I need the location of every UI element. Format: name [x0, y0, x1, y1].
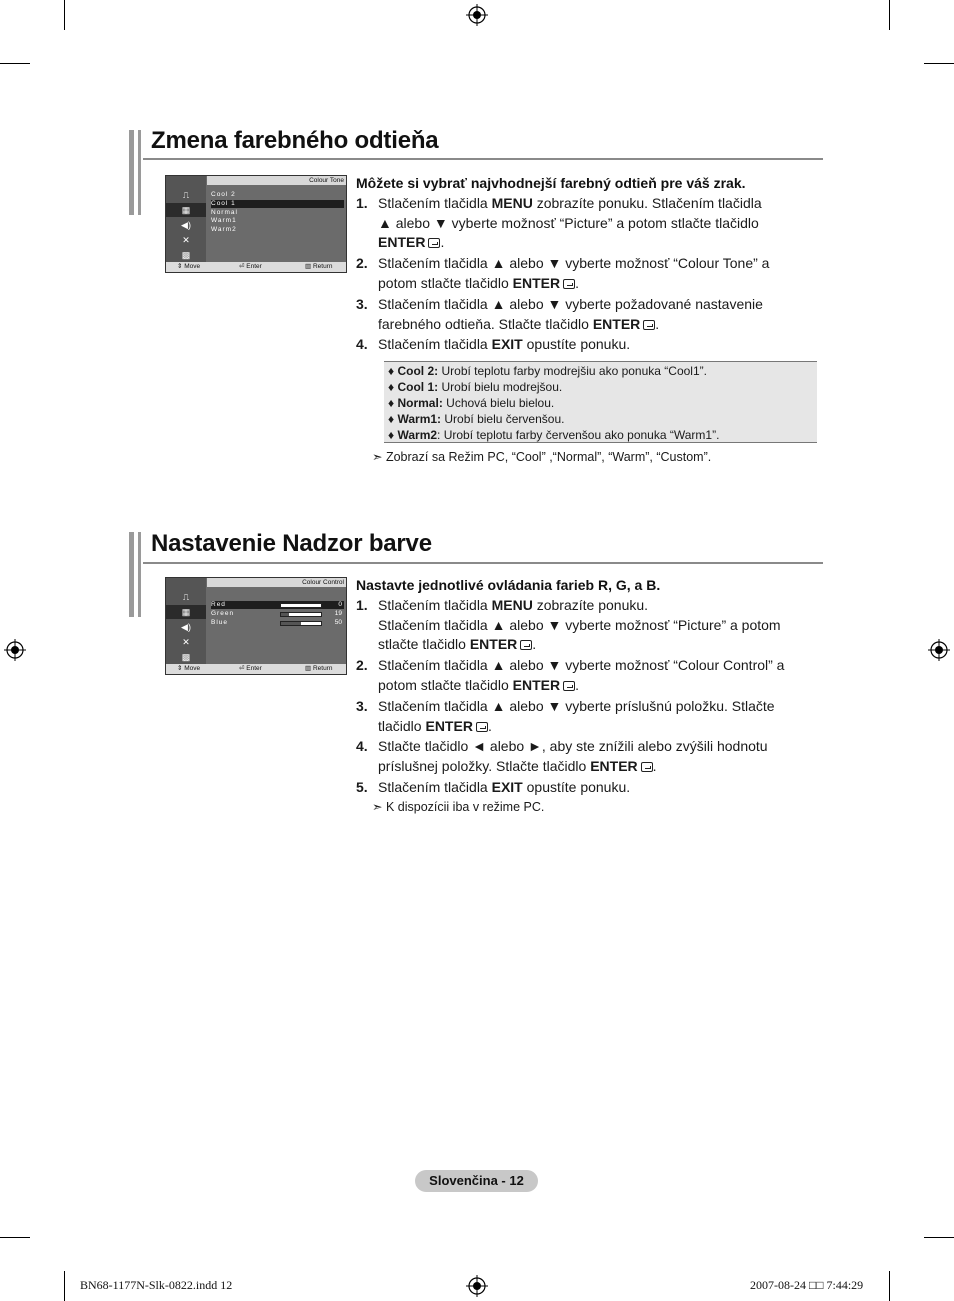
colour-control-menu	[165, 577, 347, 675]
enter-icon	[428, 238, 440, 248]
pc-mode-note: ➣ K dispozícii iba v režime PC.	[372, 800, 545, 814]
registration-mark-icon	[4, 639, 26, 661]
step-number: 2.	[356, 255, 368, 271]
menu-item-selected: Red	[211, 601, 344, 609]
move-hint: ⇕ Move	[177, 665, 201, 672]
enter-hint: ⏎ Enter	[239, 665, 262, 672]
level-fill	[281, 622, 301, 625]
arrow-icon: ➣	[372, 450, 383, 464]
red-level-bar	[280, 603, 322, 608]
enter-icon	[641, 762, 653, 772]
section-lead: Môžete si vybrať najvhodnejší farebný odtieň pre váš zrak.	[356, 175, 746, 191]
step-number: 1.	[356, 597, 368, 613]
step-2: 2. Stlačením tlačidla ▲ alebo ▼ vyberte možnosť “Colour Control” a potom stlačte tlačidlo ENTER .	[356, 657, 785, 693]
note-warm1: ♦ Warm1: Urobí bielu červenšou.	[388, 412, 565, 426]
enter-icon	[643, 320, 655, 330]
enter-hint: ⏎ Enter	[239, 263, 262, 270]
section-rule	[143, 158, 823, 160]
menu-item-selected: Cool 1	[211, 200, 344, 208]
section-rule	[143, 562, 823, 564]
setup-icon: ▩	[181, 250, 191, 260]
crop-mark	[0, 1237, 30, 1238]
note-normal: ♦ Normal: Uchová bielu bielou.	[388, 396, 555, 410]
sound-icon: ◀)	[181, 220, 191, 230]
menu-sidebar	[166, 578, 206, 664]
registration-mark-icon	[466, 4, 488, 26]
menu-item: Cool 2	[211, 191, 236, 198]
step-number: 4.	[356, 336, 368, 352]
section-title: Nastavenie Nadzor barve	[151, 530, 432, 557]
input-icon: ⎍	[182, 592, 190, 602]
note-cool2: ♦ Cool 2: Urobí teplotu farby modrejšiu ako ponuka “Cool1”.	[388, 364, 707, 378]
step-1: 1. Stlačením tlačidla MENU zobrazíte ponuku. Stlačením tlačidla ▲ alebo ▼ vyberte možnosť “Picture” a potom stlačte tlačidlo ENTER .	[356, 597, 781, 652]
return-hint: ▥ Return	[305, 263, 333, 270]
step-3: 3. Stlačením tlačidla ▲ alebo ▼ vyberte požadované nastavenie farebného odtieňa. Stlačte tlačidlo ENTER .	[356, 296, 763, 332]
menu-sidebar	[166, 176, 206, 262]
step-number: 3.	[356, 698, 368, 714]
green-value: 19	[334, 610, 342, 617]
pc-mode-note: ➣ Zobrazí sa Režim PC, “Cool” ,“Normal”, “Warm”, “Custom”.	[372, 450, 712, 464]
blue-level-bar	[280, 621, 322, 626]
input-icon: ⎍	[182, 190, 190, 200]
menu-item: Warm1	[211, 217, 237, 224]
step-number: 5.	[356, 779, 368, 795]
section-bar	[129, 532, 134, 617]
enter-icon	[476, 722, 488, 732]
page-label: Slovenčina - 12	[415, 1170, 538, 1192]
section-bar	[138, 532, 141, 617]
crop-mark	[924, 63, 954, 64]
step-1: 1. Stlačením tlačidla MENU zobrazíte ponuku. Stlačením tlačidla ▲ alebo ▼ vyberte možnosť “Picture” a potom stlačte tlačidlo ENTER .	[356, 195, 762, 250]
enter-icon	[563, 681, 575, 691]
crop-mark	[64, 1271, 65, 1301]
menu-header: Colour Control	[207, 578, 346, 587]
menu-item: Blue	[211, 619, 229, 626]
crop-mark	[64, 0, 65, 30]
menu-footer	[166, 664, 346, 674]
note-box	[384, 361, 817, 443]
menu-footer	[166, 262, 346, 272]
blue-value: 50	[334, 619, 342, 626]
footer-file: BN68-1177N-Slk-0822.indd 12	[80, 1278, 233, 1292]
step-number: 1.	[356, 195, 368, 211]
footer-date: 2007-08-24 □□ 7:44:29	[750, 1278, 864, 1292]
step-number: 3.	[356, 296, 368, 312]
menu-item: Warm2	[211, 226, 237, 233]
menu-item: Normal	[211, 209, 238, 216]
channel-icon: ✕	[182, 235, 190, 245]
crop-mark	[889, 0, 890, 30]
move-hint: ⇕ Move	[177, 263, 201, 270]
enter-icon	[520, 640, 532, 650]
crop-mark	[924, 1237, 954, 1238]
step-number: 4.	[356, 738, 368, 754]
sound-icon: ◀)	[181, 622, 191, 632]
picture-icon: ▦	[166, 605, 206, 619]
step-number: 2.	[356, 657, 368, 673]
level-fill	[281, 613, 289, 616]
note-warm2: ♦ Warm2: Urobí teplotu farby červenšou ako ponuka “Warm1”.	[388, 428, 720, 442]
menu-item: Green	[211, 610, 235, 617]
menu-header: Colour Tone	[207, 176, 346, 185]
channel-icon: ✕	[182, 637, 190, 647]
step-4: 4. Stlačte tlačidlo ◄ alebo ►, aby ste znížili alebo zvýšili hodnotu príslušnej položky. Stlačte tlačidlo ENTER .	[356, 738, 768, 774]
return-hint: ▥ Return	[305, 665, 333, 672]
picture-icon: ▦	[166, 203, 206, 217]
arrow-icon: ➣	[372, 800, 383, 814]
setup-icon: ▩	[181, 652, 191, 662]
registration-mark-icon	[466, 1275, 488, 1297]
registration-mark-icon	[928, 639, 950, 661]
crop-mark	[0, 63, 30, 64]
step-5: 5. Stlačením tlačidla EXIT opustíte ponuku.	[356, 778, 826, 798]
step-2: 2. Stlačením tlačidla ▲ alebo ▼ vyberte možnosť “Colour Tone” a potom stlačte tlačidlo ENTER .	[356, 255, 770, 291]
enter-icon	[563, 279, 575, 289]
crop-mark	[889, 1271, 890, 1301]
green-level-bar	[280, 612, 322, 617]
step-3: 3. Stlačením tlačidla ▲ alebo ▼ vyberte príslušnú položku. Stlačte tlačidlo ENTER .	[356, 698, 775, 734]
section-bar	[138, 130, 141, 215]
step-4: 4. Stlačením tlačidla EXIT opustíte ponuku.	[356, 335, 826, 355]
section-title: Zmena farebného odtieňa	[151, 127, 439, 154]
section-lead: Nastavte jednotlivé ovládania farieb R, G, a B.	[356, 577, 661, 593]
red-value: 0	[338, 601, 342, 608]
section-bar	[129, 130, 134, 215]
colour-tone-menu	[165, 175, 347, 273]
note-cool1: ♦ Cool 1: Urobí bielu modrejšou.	[388, 380, 563, 394]
